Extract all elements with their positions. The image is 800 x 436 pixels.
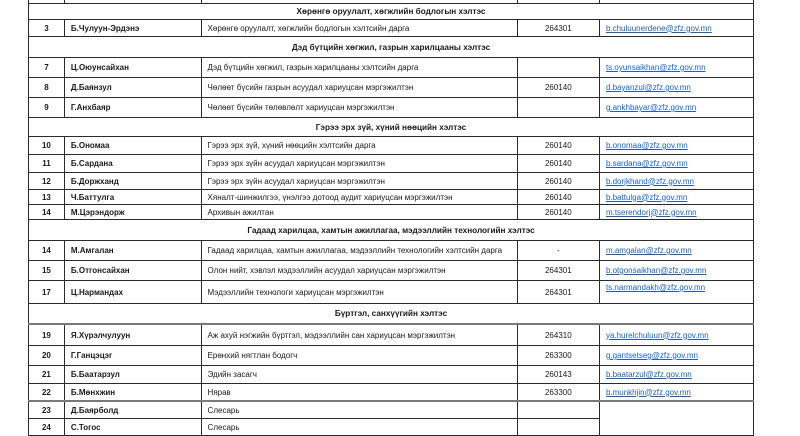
employee-phone: 264301 xyxy=(517,261,599,281)
staff-directory-sheet xyxy=(28,0,754,436)
row-number: 14 xyxy=(29,205,65,220)
row-number: 22 xyxy=(29,384,65,402)
email-link[interactable]: b.baatarzul@zfz.gov.mn xyxy=(605,370,692,379)
employee-position: Ерөнхий нягтлан бодогч xyxy=(201,346,517,366)
staff-directory-table xyxy=(28,0,754,436)
employee-phone: 260143 xyxy=(517,366,599,384)
row-number: 3 xyxy=(29,20,65,37)
section-header-row xyxy=(29,37,754,58)
employee-phone: 264301 xyxy=(517,20,599,37)
table-row xyxy=(29,155,754,173)
row-number: 10 xyxy=(29,137,65,155)
employee-email-cell xyxy=(599,173,753,190)
table-row xyxy=(29,205,754,220)
employee-email-cell xyxy=(599,190,753,205)
email-link[interactable]: b.chuluunerdene@zfz.gov.mn xyxy=(605,23,712,33)
section-header-row xyxy=(29,4,754,20)
employee-email-cell xyxy=(599,78,753,98)
email-link[interactable]: ya.hurelchuluun@zfz.gov.mn xyxy=(605,330,709,340)
employee-phone: - xyxy=(517,241,599,261)
employee-name: М.Цэрэндорж xyxy=(64,205,201,220)
email-link[interactable]: b.sardana@zfz.gov.mn xyxy=(605,159,688,168)
employee-email-cell xyxy=(599,241,753,261)
employee-phone xyxy=(517,419,599,436)
employee-email-cell xyxy=(599,346,753,366)
employee-position: Аж ахуй нэгжийн бүртгэл, мэдээллийн сан хариуцсан мэргэжилтэн xyxy=(201,324,517,346)
table-row xyxy=(29,261,754,281)
employee-phone: 263300 xyxy=(517,384,599,402)
email-link[interactable]: g.gantsetseg@zfz.gov.mn xyxy=(605,351,698,360)
employee-position: Чөлөөт бүсийн төлөвлөлт хариуцсан мэргэжилтэн xyxy=(201,98,517,118)
employee-name: Б.Сардана xyxy=(64,155,201,173)
row-number: 15 xyxy=(29,261,65,281)
table-row xyxy=(29,58,754,78)
employee-phone: 260140 xyxy=(517,155,599,173)
email-link[interactable]: ts.oyunsaikhan@zfz.gov.mn xyxy=(605,63,706,72)
employee-name: Б.Отгонсайхан xyxy=(64,261,201,281)
employee-email-cell xyxy=(599,20,753,37)
employee-position: Гэрээ эрх зүй, хүний нөөцийн хэлтсийн дарга xyxy=(201,137,517,155)
employee-phone: 260140 xyxy=(517,205,599,220)
employee-phone xyxy=(517,401,599,419)
employee-name: Б.Ономаа xyxy=(64,137,201,155)
employee-name: М.Амгалан xyxy=(64,241,201,261)
table-row xyxy=(29,78,754,98)
section-title: Дэд бүтцийн хөгжил, газрын харилцааны хэлтэс xyxy=(29,37,754,58)
email-link[interactable]: b.dorjkhand@zfz.gov.mn xyxy=(605,176,694,186)
employee-position: Олон нийт, хэвлэл мэдээллийн асуудал хариуцсан мэргэжилтэн xyxy=(201,261,517,281)
email-link[interactable]: b.munkhjin@zfz.gov.mn xyxy=(605,387,691,397)
row-number: 14 xyxy=(29,241,65,261)
employee-position: Гэрээ эрх зүйн асуудал хариуцсан мэргэжилтэн xyxy=(201,173,517,190)
employee-email-cell xyxy=(599,58,753,78)
section-title: Хөрөнгө оруулалт, хөгжлийн бодлогын хэлтэс xyxy=(29,4,754,20)
employee-position: Слесарь xyxy=(201,401,517,419)
email-link[interactable]: g.ankhbayar@zfz.gov.mn xyxy=(605,103,697,112)
employee-position: Хөрөнгө оруулалт, хөгжлийн бодлогын хэлтсийн дарга xyxy=(201,20,517,37)
email-link[interactable]: b.onomaa@zfz.gov.mn xyxy=(605,141,688,150)
employee-position: Архивын ажилтан xyxy=(201,205,517,220)
employee-name: Б.Чулуун-Эрдэнэ xyxy=(64,20,201,37)
employee-position: Слесарь xyxy=(201,419,517,436)
table-row xyxy=(29,173,754,190)
section-header-row xyxy=(29,118,754,137)
row-number: 24 xyxy=(29,419,65,436)
employee-email-cell xyxy=(599,98,753,118)
table-row xyxy=(29,401,754,419)
table-row xyxy=(29,137,754,155)
employee-position: Гэрээ эрх зүйн асуудал хариуцсан мэргэжилтэн xyxy=(201,155,517,173)
email-link[interactable]: b.otgonsaikhan@zfz.gov.mn xyxy=(605,266,707,275)
employee-position: Мэдээллийн технологи хариуцсан мэргэжилтэн xyxy=(201,281,517,304)
employee-position: Гадаад харилцаа, хамтын ажиллагаа, мэдээллийн технологийн хэлтсийн дарга xyxy=(201,241,517,261)
employee-name: Д.Баянзул xyxy=(64,78,201,98)
employee-name: Б.Доржханд xyxy=(64,173,201,190)
table-row xyxy=(29,346,754,366)
employee-name: С.Тогос xyxy=(64,419,201,436)
section-header-row xyxy=(29,304,754,325)
row-number: 23 xyxy=(29,401,65,419)
section-header-row xyxy=(29,220,754,241)
row-number: 13 xyxy=(29,190,65,205)
table-row xyxy=(29,98,754,118)
employee-email-cell xyxy=(599,324,753,346)
employee-email-cell xyxy=(599,366,753,384)
employee-name: Г.Ганцэцэг xyxy=(64,346,201,366)
row-number: 21 xyxy=(29,366,65,384)
section-title: Гэрээ эрх зүй, хүний нөөцийн хэлтэс xyxy=(29,118,754,137)
table-row xyxy=(29,366,754,384)
table-row xyxy=(29,190,754,205)
employee-phone: 264301 xyxy=(517,281,599,304)
row-number: 7 xyxy=(29,58,65,78)
email-link[interactable]: ts.narmandakh@zfz.gov.mn xyxy=(605,283,706,292)
row-number: 8 xyxy=(29,78,65,98)
table-row xyxy=(29,324,754,346)
employee-phone: 263300 xyxy=(517,346,599,366)
row-number: 17 xyxy=(29,281,65,304)
employee-position: Нярав xyxy=(201,384,517,402)
email-link[interactable]: b.battulga@zfz.gov.mn xyxy=(605,192,688,202)
employee-phone: 260140 xyxy=(517,137,599,155)
row-number: 11 xyxy=(29,155,65,173)
employee-phone xyxy=(517,98,599,118)
table-row xyxy=(29,20,754,37)
employee-email-cell xyxy=(599,155,753,173)
employee-position: Хяналт-шинжилгээ, үнэлгээ дотоод аудит хариуцсан мэргэжилтэн xyxy=(201,190,517,205)
table-row xyxy=(29,384,754,402)
employee-name: Б.Баатарзул xyxy=(64,366,201,384)
employee-name: Ц.Нармандах xyxy=(64,281,201,304)
email-link[interactable]: d.bayanzul@zfz.gov.mn xyxy=(605,83,691,92)
employee-email-cell xyxy=(599,137,753,155)
table-row xyxy=(29,241,754,261)
section-title: Гадаад харилцаа, хамтын ажиллагаа, мэдээллийн технологийн хэлтэс xyxy=(29,220,754,241)
employee-email-cell xyxy=(599,281,753,304)
employee-email-cell-merged xyxy=(599,401,753,436)
row-number: 9 xyxy=(29,98,65,118)
employee-phone: 260140 xyxy=(517,190,599,205)
email-link[interactable]: m.amgalan@zfz.gov.mn xyxy=(605,246,692,255)
employee-phone: 264310 xyxy=(517,324,599,346)
employee-position: Чөлөөт бүсийн газрын асуудал хариуцсан мэргэжилтэн xyxy=(201,78,517,98)
employee-phone: 260140 xyxy=(517,78,599,98)
section-title: Бүртгэл, санхүүгийн хэлтэс xyxy=(29,304,754,325)
employee-name: Я.Хүрэлчулуун xyxy=(64,324,201,346)
row-number: 12 xyxy=(29,173,65,190)
employee-phone xyxy=(517,58,599,78)
row-number: 19 xyxy=(29,324,65,346)
employee-position: Эдийн засагч xyxy=(201,366,517,384)
row-number: 20 xyxy=(29,346,65,366)
employee-email-cell xyxy=(599,261,753,281)
employee-phone: 260140 xyxy=(517,173,599,190)
employee-email-cell xyxy=(599,384,753,402)
table-row xyxy=(29,281,754,304)
employee-email-cell xyxy=(599,205,753,220)
employee-position: Дэд бүтцийн хөгжил, газрын харилцааны хэлтсийн дарга xyxy=(201,58,517,78)
employee-name: Ц.Оюунсайхан xyxy=(64,58,201,78)
employee-name: Ч.Баттулга xyxy=(64,190,201,205)
email-link[interactable]: m.tserendorj@zfz.gov.mn xyxy=(605,207,697,217)
employee-name: Б.Мөнхжин xyxy=(64,384,201,402)
employee-name: Д.Баярболд xyxy=(64,401,201,419)
employee-name: Г.Анхбаяр xyxy=(64,98,201,118)
